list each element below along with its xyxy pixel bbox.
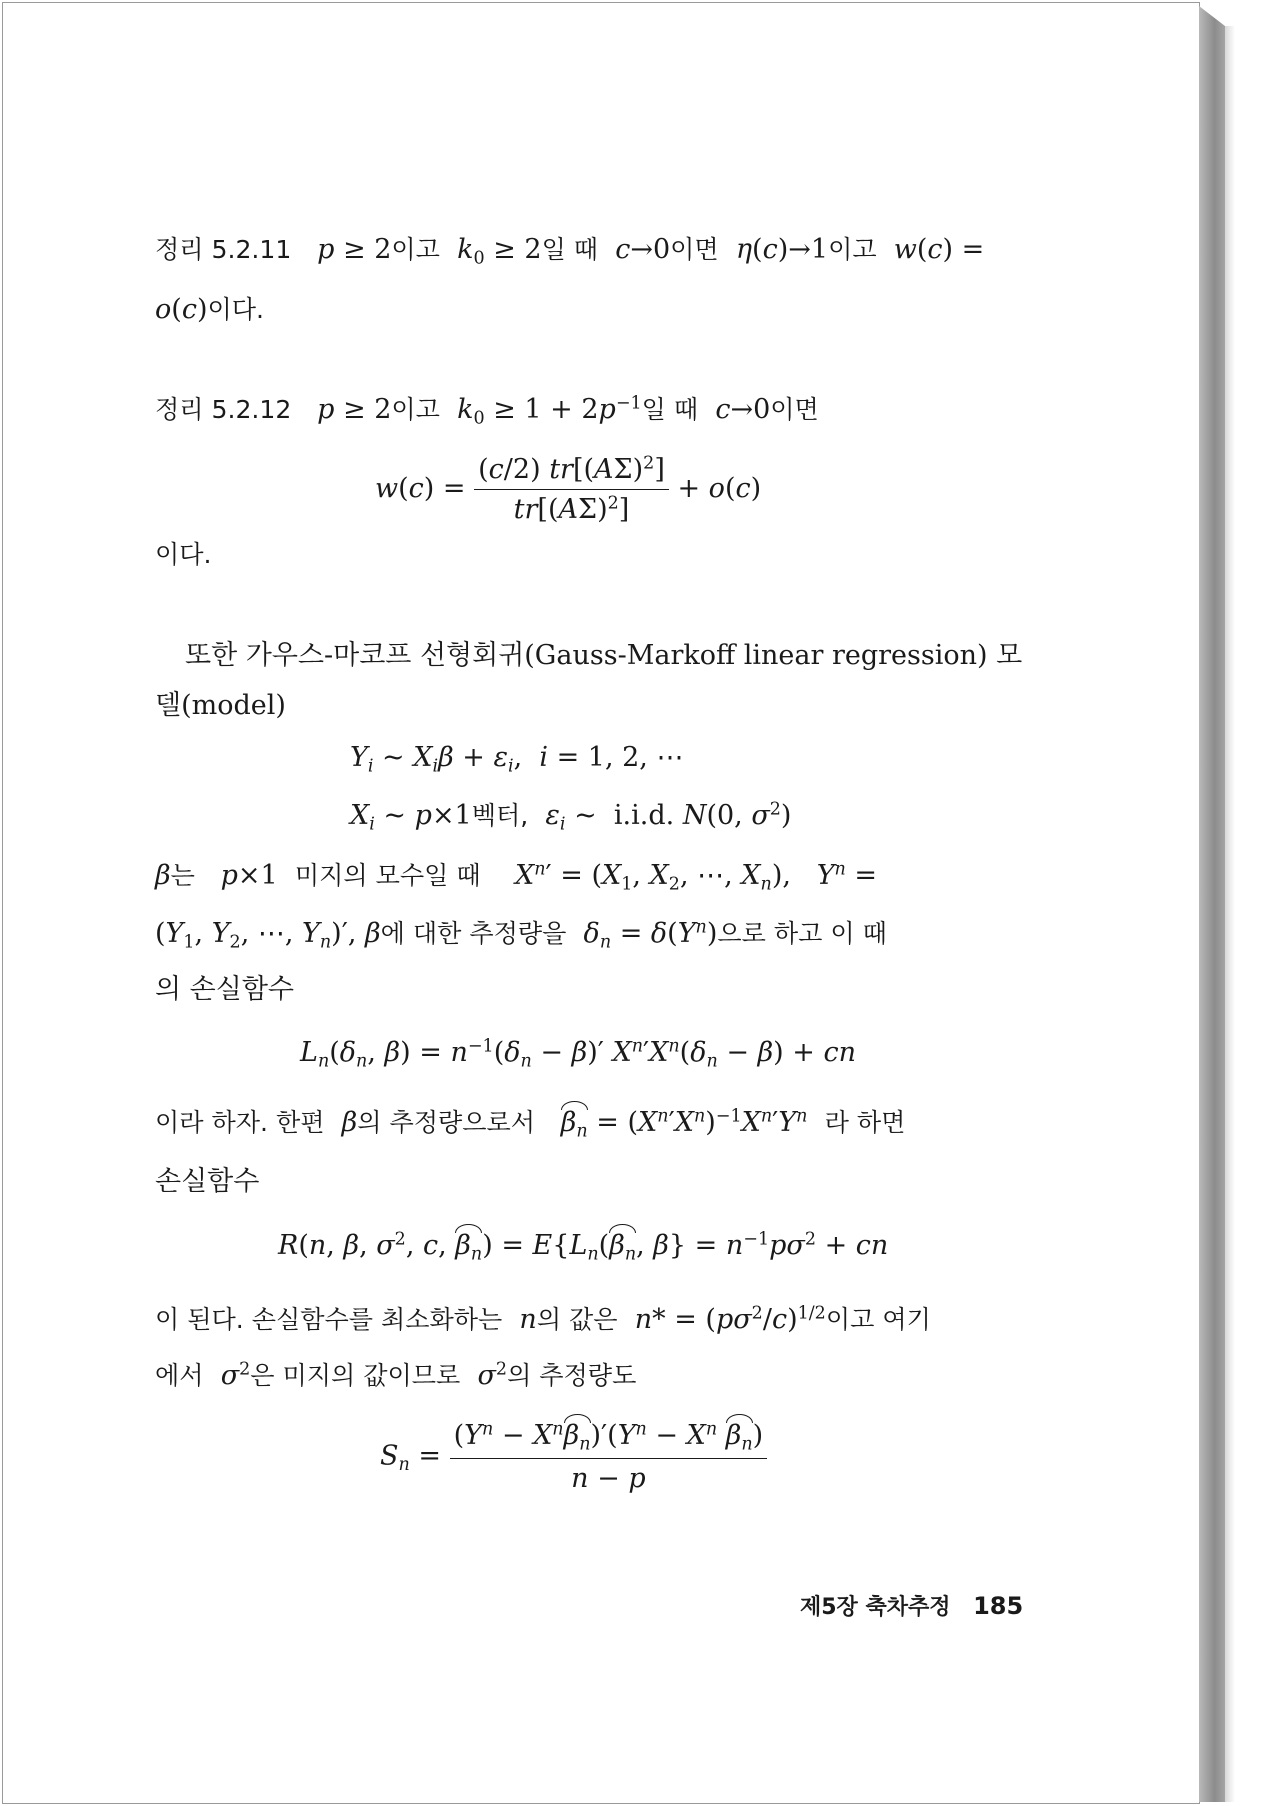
page-number: 185	[973, 1592, 1024, 1620]
fraction: $\frac{(c/2) tr[(A\Sigma)^2]}{tr[(A\Sigma)^2]}$	[474, 452, 669, 527]
text: 이면	[670, 235, 719, 264]
page-footer	[800, 1588, 1023, 1623]
text: 은 미지의 값이므로	[250, 1361, 461, 1390]
equation-loss: $L_n(\delta_n$, $\beta) = n^{-1}(\delta_n - \beta)'$ $X^n'X^n(\delta_n - \beta)$ + cn	[300, 1036, 857, 1072]
text: 이고	[828, 235, 877, 264]
paragraph-line: ($Y_1$, $Y_2$, ⋯, $Y_n)'$, β에 대한 추정량을 $\delta_n = \delta(Y^n)$으로 하고 이 때	[155, 917, 887, 953]
paragraph-line: 손실함수	[155, 1166, 260, 1197]
paragraph-line: 의 손실함수	[155, 974, 294, 1005]
text: 는	[170, 861, 195, 890]
equation-model: $Y_i$ ~ $X_i\beta + \varepsilon_i$, i = 1, 2, ⋯	[350, 742, 684, 777]
text: 이다.	[207, 295, 264, 324]
text: 이면	[770, 395, 819, 424]
fraction: $\frac{(Y^n - X^n\beta_n)'(Y^n - X^n \beta_n)}{n - p}$	[450, 1418, 768, 1496]
theorem-5-2-12-conclusion	[155, 537, 212, 572]
paragraph-line: 이라 하자. 한편 β의 추정량으로서 $\beta_n = (X^n'X^n)^{-1}X^n'Y^n$ 라 하면	[155, 1106, 906, 1142]
text: 이다.	[155, 540, 212, 569]
text: 의 추정량도	[507, 1361, 637, 1390]
theorem-label: 정리 5.2.12	[155, 395, 292, 424]
text: 이고	[391, 235, 440, 264]
text: 에서	[155, 1361, 204, 1390]
text: 의 값은	[536, 1305, 618, 1334]
page-edge-shadow	[1225, 26, 1235, 1802]
paragraph-line: 델(model)	[155, 690, 286, 721]
text: 이라 하자. 한편	[155, 1108, 325, 1137]
page-edge	[1199, 6, 1225, 1802]
text: 에 대한 추정량을	[380, 919, 567, 948]
text: 의 추정량으로서	[357, 1108, 536, 1137]
equation-risk: R(n, β, $\sigma^2$, c, $\beta_n) = E\{L_n(\beta_n$, $\beta\} = n^{-1}p\sigma^2$ + cn	[278, 1229, 889, 1265]
equation-s-n: $S_n$ = $\frac{(Y^n - X^n\beta_n)'(Y^n - X^n \beta_n)}{n - p}$	[380, 1418, 767, 1496]
text: 이고	[391, 395, 440, 424]
text: 으로 하고 이 때	[717, 919, 887, 948]
text: i.i.d.	[613, 800, 675, 831]
paragraph-line: 이 된다. 손실함수를 최소화하는 n의 값은 $n* = (p\sigma^2/c)^{1/2}$이고 여기	[155, 1303, 931, 1335]
theorem-5-2-12-line1: 정리 5.2.12 p ≥ 2이고 $k_0 \ge 1 + 2p^{-1}$일 때 c→0이면	[155, 393, 819, 429]
text: 벡터,	[471, 801, 529, 830]
theorem-5-2-11-line1: 정리 5.2.11 p ≥ 2이고 $k_0 \ge 2$일 때 c→0이면 η(c)→1이고 w(c) =	[155, 234, 985, 269]
text: 라 하면	[824, 1108, 906, 1137]
text: 일 때	[641, 395, 699, 424]
equation-model-assumptions: $X_i$ ~ p×1벡터, $\varepsilon_i$ ~ i.i.d. N(0, $\sigma^2$)	[350, 799, 792, 835]
equation-w-c: w(c) = $\frac{(c/2) tr[(A\Sigma)^2]}{tr[(A\Sigma)^2]}$ + o(c)	[375, 452, 761, 527]
text: 일 때	[541, 235, 599, 264]
paragraph-line: 에서 $\sigma^2$은 미지의 값이므로 $\sigma^2$의 추정량도	[155, 1359, 637, 1391]
theorem-5-2-11-line2: o(c)이다.	[155, 294, 264, 325]
chapter-title: 제5장 축차추정	[800, 1595, 951, 1620]
text: 미지의 모수일 때	[294, 861, 481, 890]
text: 이 된다. 손실함수를 최소화하는	[155, 1305, 503, 1334]
theorem-label: 정리 5.2.11	[155, 235, 292, 264]
text: 이고 여기	[825, 1305, 931, 1334]
paragraph-line: 또한 가우스-마코프 선형회귀(Gauss-Markoff linear regression) 모	[185, 640, 1023, 671]
paragraph-line: β는 p×1 미지의 모수일 때 $X^n' = (X_1$, $X_2$, ⋯, $X_n$), $Y^n$ =	[155, 859, 878, 895]
